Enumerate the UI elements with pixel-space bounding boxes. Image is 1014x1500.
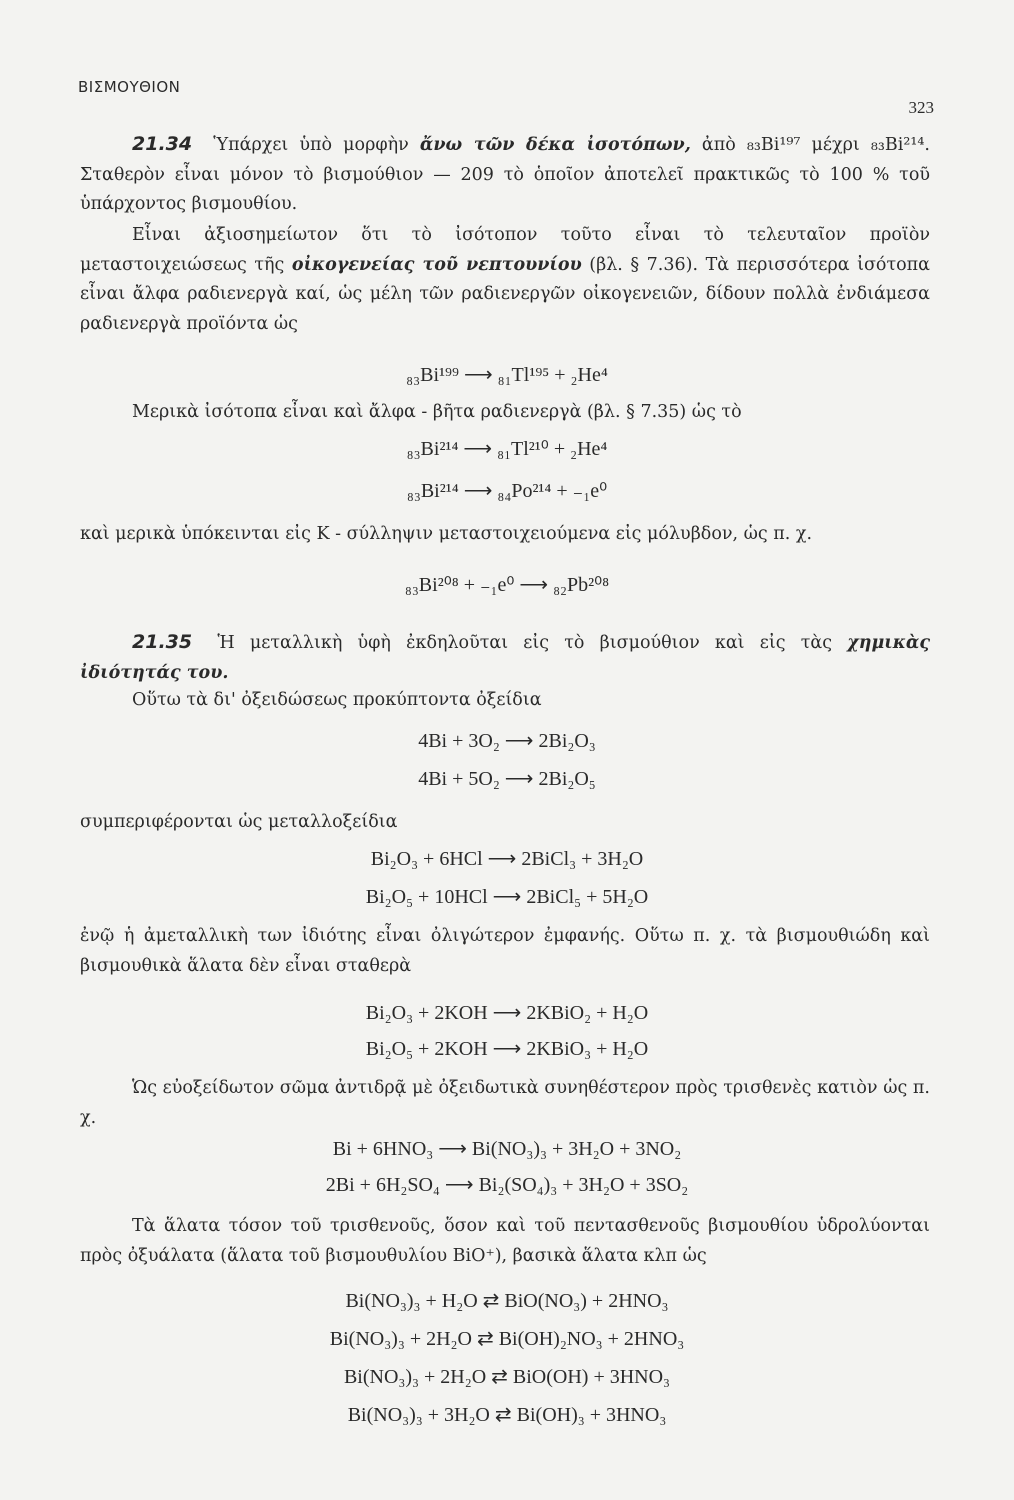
emphasis: ἄνω τῶν δέκα ἰσοτόπων, xyxy=(419,135,691,155)
emphasis: οἰκογενείας τοῦ νεπτουνίου xyxy=(291,254,582,275)
page-number: 323 xyxy=(908,98,934,117)
section-number: 21.34 xyxy=(132,133,193,155)
sec1-paragraph-1: 21.34 Ὑπάρχει ὑπὸ μορφὴν ἄνω τῶν δέκα ἰσοτόπων, ἀπὸ ₈₃Bi¹⁹⁷ μέχρι ₈₃Bi²¹⁴. Σταθερὸν εἶναι μόνον τὸ βισμούθιον — 209 τὸ ὁποῖον ἀποτελεῖ πρακτικῶς τὸ 100 % τοῦ ὑπάρχοντος βισμουθίου. xyxy=(80,133,930,214)
equation: 4Bi + 5O₂ ⟶ 2Bi₂O₅ xyxy=(418,768,596,790)
sec1-paragraph-3: Μερικὰ ἰσότοπα εἶναι καὶ ἄλφα - βῆτα ραδιενεργὰ (βλ. § 7.35) ὡς τὸ xyxy=(132,402,742,422)
sec2-paragraph-1: 21.35 Ἡ μεταλλικὴ ὑφὴ ἐκδηλοῦται εἰς τὸ βισμούθιον καὶ εἰς τὰς χημικὰς ἰδιότητάς του. xyxy=(80,631,930,683)
equation: ₈₃Bi¹⁹⁹ ⟶ ₈₁Tl¹⁹⁵ + ₂He⁴ xyxy=(406,364,608,386)
sec2-paragraph-2: Οὕτω τὰ δι' ὀξειδώσεως προκύπτοντα ὀξείδια xyxy=(132,690,542,710)
equation: ₈₃Bi²¹⁴ ⟶ ₈₄Po²¹⁴ + ₋₁e⁰ xyxy=(406,480,608,502)
equation: Bi(NO₃)₃ + 2H₂O ⇄ BiO(OH) + 3HNO₃ xyxy=(343,1366,671,1388)
sec1-paragraph-2: Εἶναι ἀξιοσημείωτον ὅτι τὸ ἰσότοπον τοῦτο εἶναι τὸ τελευταῖον προϊὸν μεταστοιχειώσεως τῆς οἰκογενείας τοῦ νεπτουνίου (βλ. § 7.36). Τὰ περισσότερα ἰσότοπα εἶναι ἄλφα ραδιενεργὰ καί, ὡς μέλη τῶν ραδιενεργῶν οἰκογενειῶν, δίδουν πολλὰ ἐνδιάμεσα ραδιενεργὰ προϊόντα ὡς xyxy=(80,225,930,334)
equation: 4Bi + 3O₂ ⟶ 2Bi₂O₃ xyxy=(418,730,596,752)
sec2-paragraph-6: Τὰ ἅλατα τόσον τοῦ τρισθενοῦς, ὅσον καὶ τοῦ πεντασθενοῦς βισμουθίου ὑδρολύονται πρὸς ὀξυάλατα (ἅλατα τοῦ βισμουθυλίου BiO⁺), βασικὰ ἅλατα κλπ ὡς xyxy=(80,1216,930,1266)
equation: Bi₂O₃ + 2KOH ⟶ 2KBiO₂ + H₂O xyxy=(365,1002,649,1024)
equation: Bi₂O₃ + 6HCl ⟶ 2BiCl₃ + 3H₂O xyxy=(370,848,644,870)
equation: Bi + 6HNO₃ ⟶ Bi(NO₃)₃ + 3H₂O + 3NO₂ xyxy=(332,1138,682,1160)
equation: ₈₃Bi²⁰⁸ + ₋₁e⁰ ⟶ ₈₂Pb²⁰⁸ xyxy=(404,574,610,596)
sec1-paragraph-4: καὶ μερικὰ ὑπόκεινται εἰς Κ - σύλληψιν μεταστοιχειούμενα εἰς μόλυβδον, ὡς π. χ. xyxy=(80,524,813,544)
equation: Bi(NO₃)₃ + H₂O ⇄ BiO(NO₃) + 2HNO₃ xyxy=(345,1290,669,1312)
equation: Bi₂O₅ + 2KOH ⟶ 2KBiO₃ + H₂O xyxy=(365,1038,649,1060)
section-number: 21.35 xyxy=(132,631,193,653)
equation: ₈₃Bi²¹⁴ ⟶ ₈₁Tl²¹⁰ + ₂He⁴ xyxy=(406,438,608,460)
sec2-paragraph-3: συμπεριφέρονται ὡς μεταλλοξείδια xyxy=(80,812,398,832)
sec2-paragraph-4: ἐνῷ ἡ ἀμεταλλικὴ των ἰδιότης εἶναι ὀλιγώτερον ἐμφανής. Οὕτω π. χ. τὰ βισμουθιώδη καὶ βισμουθικὰ ἅλατα δὲν εἶναι σταθερὰ xyxy=(80,926,930,976)
equation: 2Bi + 6H₂SO₄ ⟶ Bi₂(SO₄)₃ + 3H₂O + 3SO₂ xyxy=(325,1174,689,1196)
equation: Bi(NO₃)₃ + 2H₂O ⇄ Bi(OH)₂NO₃ + 2HNO₃ xyxy=(329,1328,685,1350)
running-header: ΒΙΣΜΟΥΘΙΟΝ xyxy=(78,78,181,96)
equation: Bi(NO₃)₃ + 3H₂O ⇄ Bi(OH)₃ + 3HNO₃ xyxy=(347,1404,667,1426)
sec2-paragraph-5: Ὡς εὐοξείδωτον σῶμα ἀντιδρᾷ μὲ ὀξειδωτικὰ συνηθέστερον πρὸς τρισθενὲς κατιὸν ὡς π. χ. xyxy=(80,1078,930,1128)
equation: Bi₂O₅ + 10HCl ⟶ 2BiCl₅ + 5H₂O xyxy=(365,886,649,908)
emphasis: χημικὰς ἰδιότητάς του. xyxy=(80,633,930,683)
